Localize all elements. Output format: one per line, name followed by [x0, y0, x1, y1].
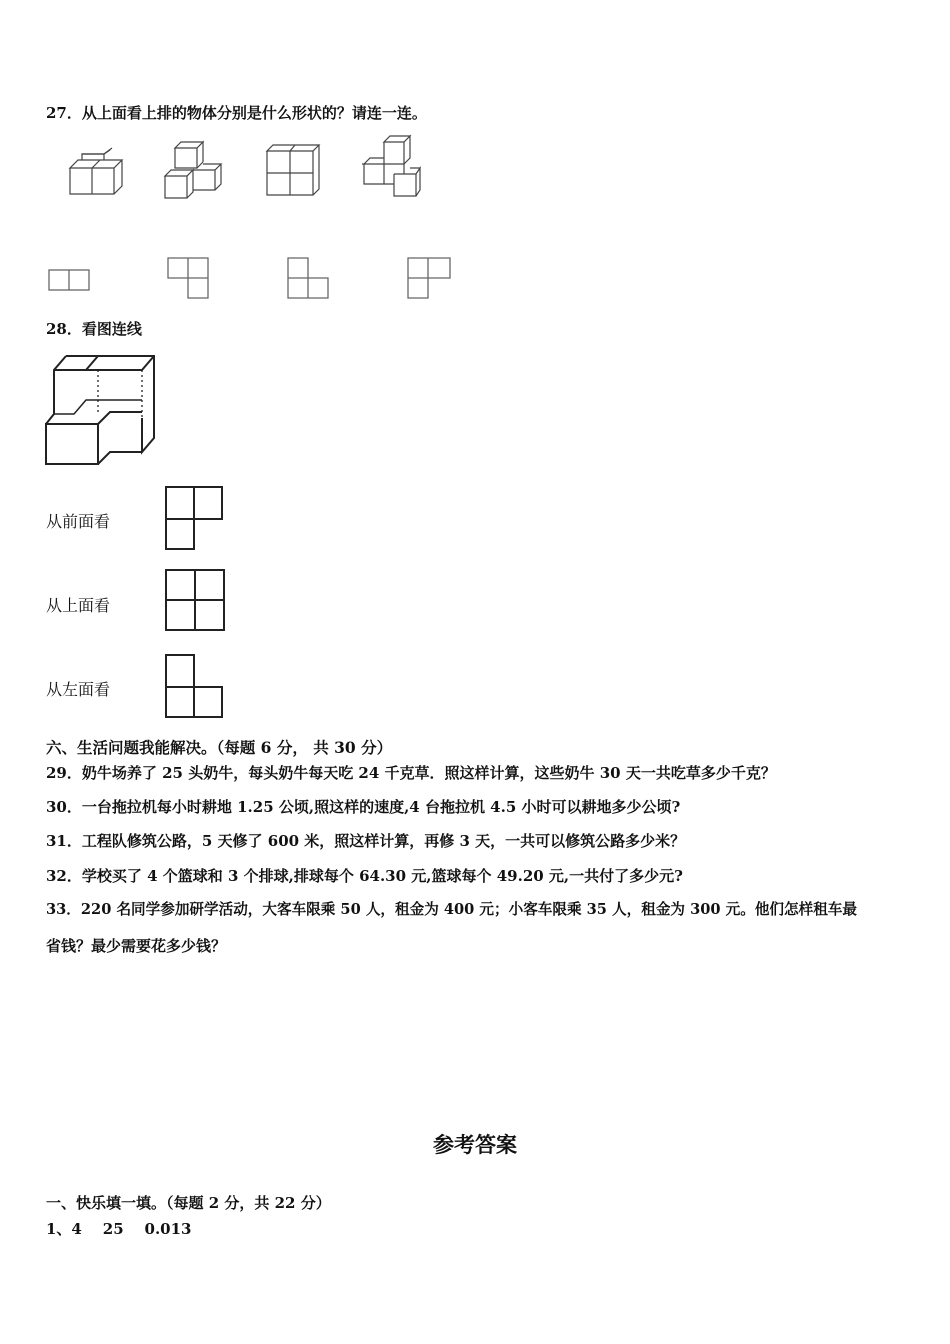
view-label-top: 从上面看: [46, 596, 111, 615]
question-30: 30．一台拖拉机每小时耕地 1.25 公顷,照这样的速度,4 台拖拉机 4.5 小时可以耕地多少公顷?: [46, 798, 681, 816]
solid-figure: [44, 352, 158, 468]
cube-figure-3: [265, 143, 321, 197]
view-shape-1: [48, 268, 92, 292]
question-31: 31．工程队修筑公路，5 天修了 600 米，照这样计算，再修 3 天，一共可以修筑公路多少米？: [46, 832, 686, 850]
q28-text: 28．看图连线: [46, 320, 142, 338]
left-view-grid: [164, 653, 226, 721]
answers-title: 参考答案: [433, 1132, 517, 1157]
question-33-line1: 33．220 名同学参加研学活动，大客车限乘 50 人，租金为 400 元；小客车限乘 35 人，租金为 300 元。他们怎样租车最: [46, 901, 857, 918]
cube-figure-2: [163, 142, 225, 200]
front-view-grid: [164, 485, 226, 551]
answers-section1: 一、快乐填一填。（每题 2 分，共 22 分）: [46, 1194, 331, 1212]
question-33-line2: 省钱？最少需要花多少钱？: [46, 937, 227, 955]
top-view-grid: [164, 568, 228, 634]
view-shape-2: [167, 257, 211, 301]
view-label-left: 从左面看: [46, 680, 111, 699]
cube-figure-1: [68, 154, 124, 198]
view-shape-3: [287, 257, 331, 301]
view-shape-4: [407, 257, 453, 301]
view-label-front: 从前面看: [46, 512, 111, 531]
q27-text: 27．从上面看上排的物体分别是什么形状的？请连一连。: [46, 104, 427, 122]
question-32: 32．学校买了 4 个篮球和 3 个排球,排球每个 64.30 元,篮球每个 49.20 元,一共付了多少元?: [46, 867, 683, 885]
question-29: 29．奶牛场养了 25 头奶牛，每头奶牛每天吃 24 千克草．照这样计算，这些奶牛 30 天一共吃草多少千克？: [46, 764, 776, 782]
cube-figure-4: [360, 134, 424, 198]
answer-1: 1、4 25 0.013: [46, 1220, 192, 1238]
section6-heading: 六、生活问题我能解决。（每题 6 分， 共 30 分）: [46, 738, 393, 757]
